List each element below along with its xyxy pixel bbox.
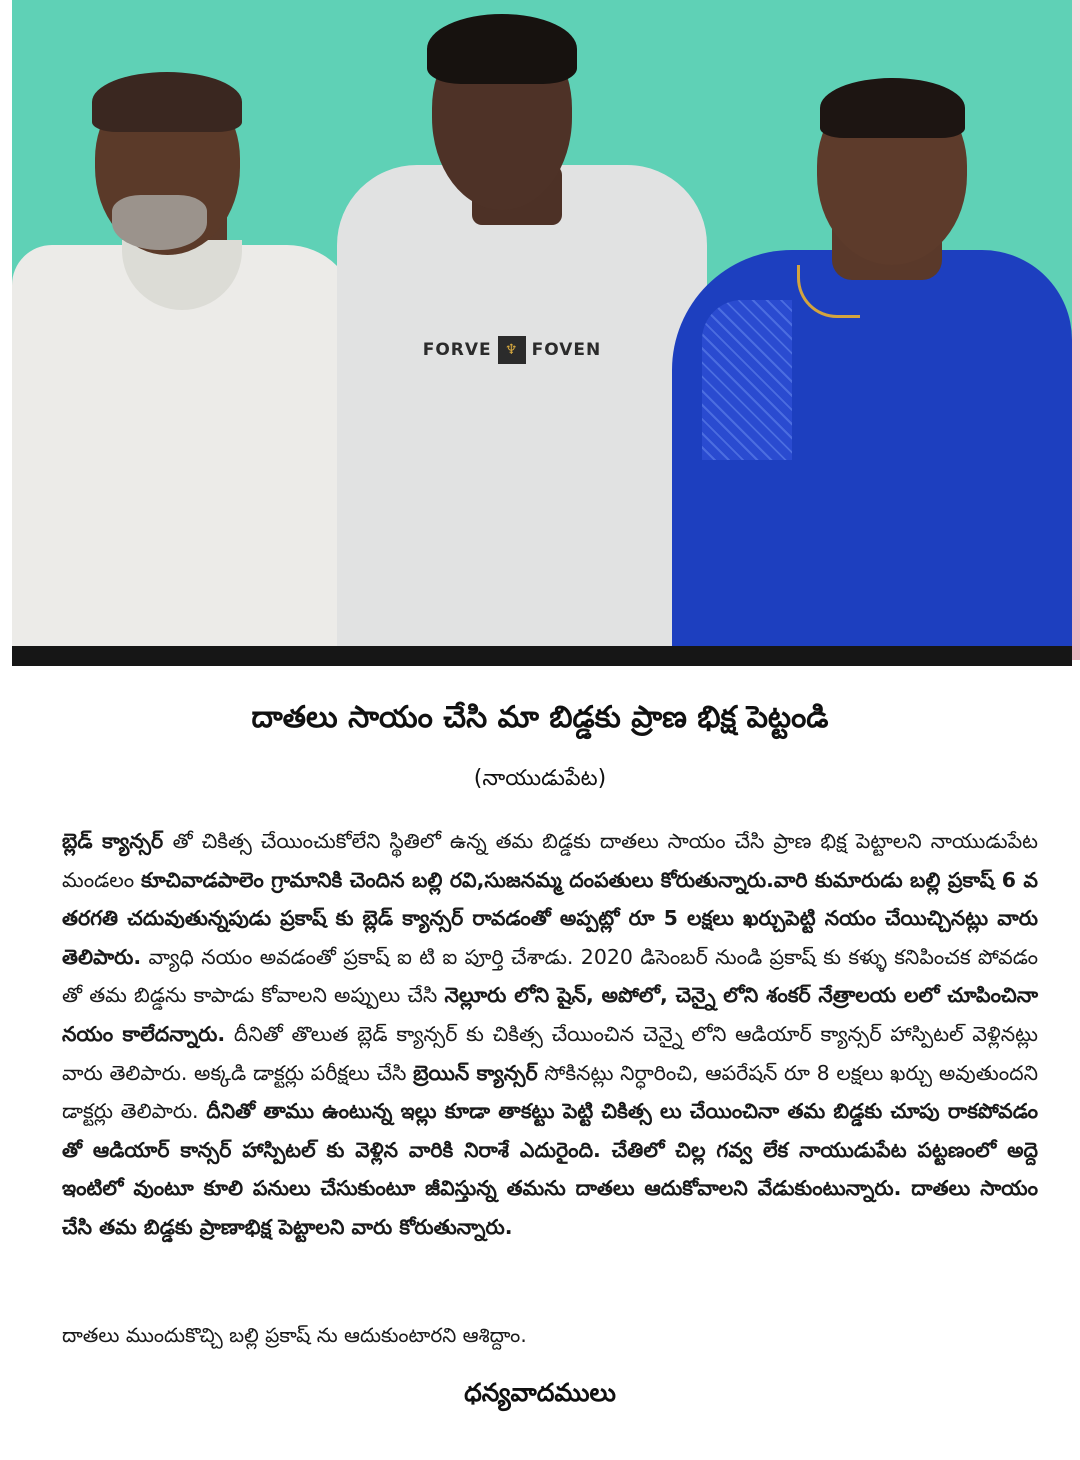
body-segment: దీనితో తొలుత బ్లెడ్ క్యాన్సర్ కు చికిత్స చేయించిన చెన్నై లోని ఆడియార్ క్యాన్సర్ హాస్పిటల్ వెళ్లినట్లు వారు తెలిపారు. అక్కడి డాక్టర్లు పరీక్షలు చేసి [62, 1021, 1039, 1085]
body-segment: సోకినట్లు నిర్ధారించి, ఆపరేషన్ రూ 8 లక్షలు ఖర్చు అవుతుందని డాక్టర్లు తెలిపారు. [62, 1060, 1039, 1124]
mother-blouse [702, 300, 792, 460]
photo-bottom-bar [12, 646, 1072, 666]
body-segment: వ్యాధి నయం అవడంతో ప్రకాష్ ఐ టి ఐ పూర్తి చేశాడు. 2020 డిసెంబర్ నుండి ప్రకాష్ కు కళ్ళు కనిపించక పోవడం తో తమ బిడ్డను కాపాడు కోవాలని అప్పులు చేసి [62, 944, 1038, 1008]
body-segment: నెల్లూరు లోని షైన్, అపోలో, చెన్నై లోని శంకర్ నేత్రాలయ లలో చూపించినా నయం కాలేదన్నారు. [62, 983, 1038, 1046]
body-segment: కూచివాడపాలెం గ్రామానికి చెందిన బల్లి రవి,సుజనమ్మ దంపతులు కోరుతున్నారు.వారి కుమారుడు బల్లి ప్రకాష్ 6 వ తరగతి చదువుతున్నపుడు ప్రకాష్ కు బ్లెడ్ క్యాన్సర్ రావడంతో అప్పట్లో రూ 5 లక్షలు ఖర్చుపెట్టి నయం చేయిచ్చినట్లు వారు తెలిపారు. [62, 867, 1038, 969]
article-headline: దాతలు సాయం చేసి మా బిడ్డకు ప్రాణ భిక్ష పెట్టండి [251, 700, 829, 735]
father-beard [112, 195, 207, 250]
tshirt-print [412, 330, 612, 370]
body-segment: తో చికిత్స చేయించుకోలేని స్థితిలో ఉన్న తమ బిడ్డకు దాతలు సాయం చేసి ప్రాణ భిక్ష పెట్టాలని నాయుడుపేట మండలం [62, 829, 1038, 892]
family-photo [12, 0, 1072, 648]
body-segment: బ్లెడ్ క్యాన్సర్ [62, 829, 173, 853]
thanks-signoff: ధన్యవాదములు [464, 1378, 616, 1407]
body-segment: బ్రెయిన్ క్యాన్సర్ [413, 1060, 538, 1085]
article-body [62, 822, 1038, 1247]
son-hair [427, 14, 577, 84]
body-segment: దీనితో తాము ఉంటున్న ఇల్లు కూడా తాకట్టు పెట్టి చికిత్స లు చేయించినా తమ బిడ్డకు చూపు రాకపోవడం తో ఆడియార్ కాన్సర్ హాస్పిటల్ కు వెళ్లిన వారికి నిరాశే ఎదురైంది. చేతిలో చిల్ల గవ్వ లేక నాయుడుపేట పట్టణంలో అద్దె ఇంటిలో వుంటూ కూలి పనులు చేసుకుంటూ జీవిస్తున్న తమను దాతలు ఆదుకోవాలని వేడుకుంటున్నారు. దాతలు సాయం చేసి తమ బిడ్డకు ప్రాణాభిక్ష పెట్టాలని వారు కోరుతున్నారు. [62, 1099, 1038, 1239]
father-hair [92, 72, 242, 132]
closing-line: దాతలు ముందుకొచ్చి బల్లి ప్రకాష్ ను ఆదుకుంటారని ఆశిద్దాం. [62, 1323, 527, 1347]
tshirt-logo-icon: ♆ [498, 336, 526, 364]
mother-hair [820, 78, 965, 138]
son-figure [337, 165, 707, 648]
article-dateline: (నాయుడుపేట) [473, 766, 607, 791]
tshirt-print-right: FOVEN [531, 340, 602, 360]
tshirt-print-left: FORVE [422, 340, 492, 360]
